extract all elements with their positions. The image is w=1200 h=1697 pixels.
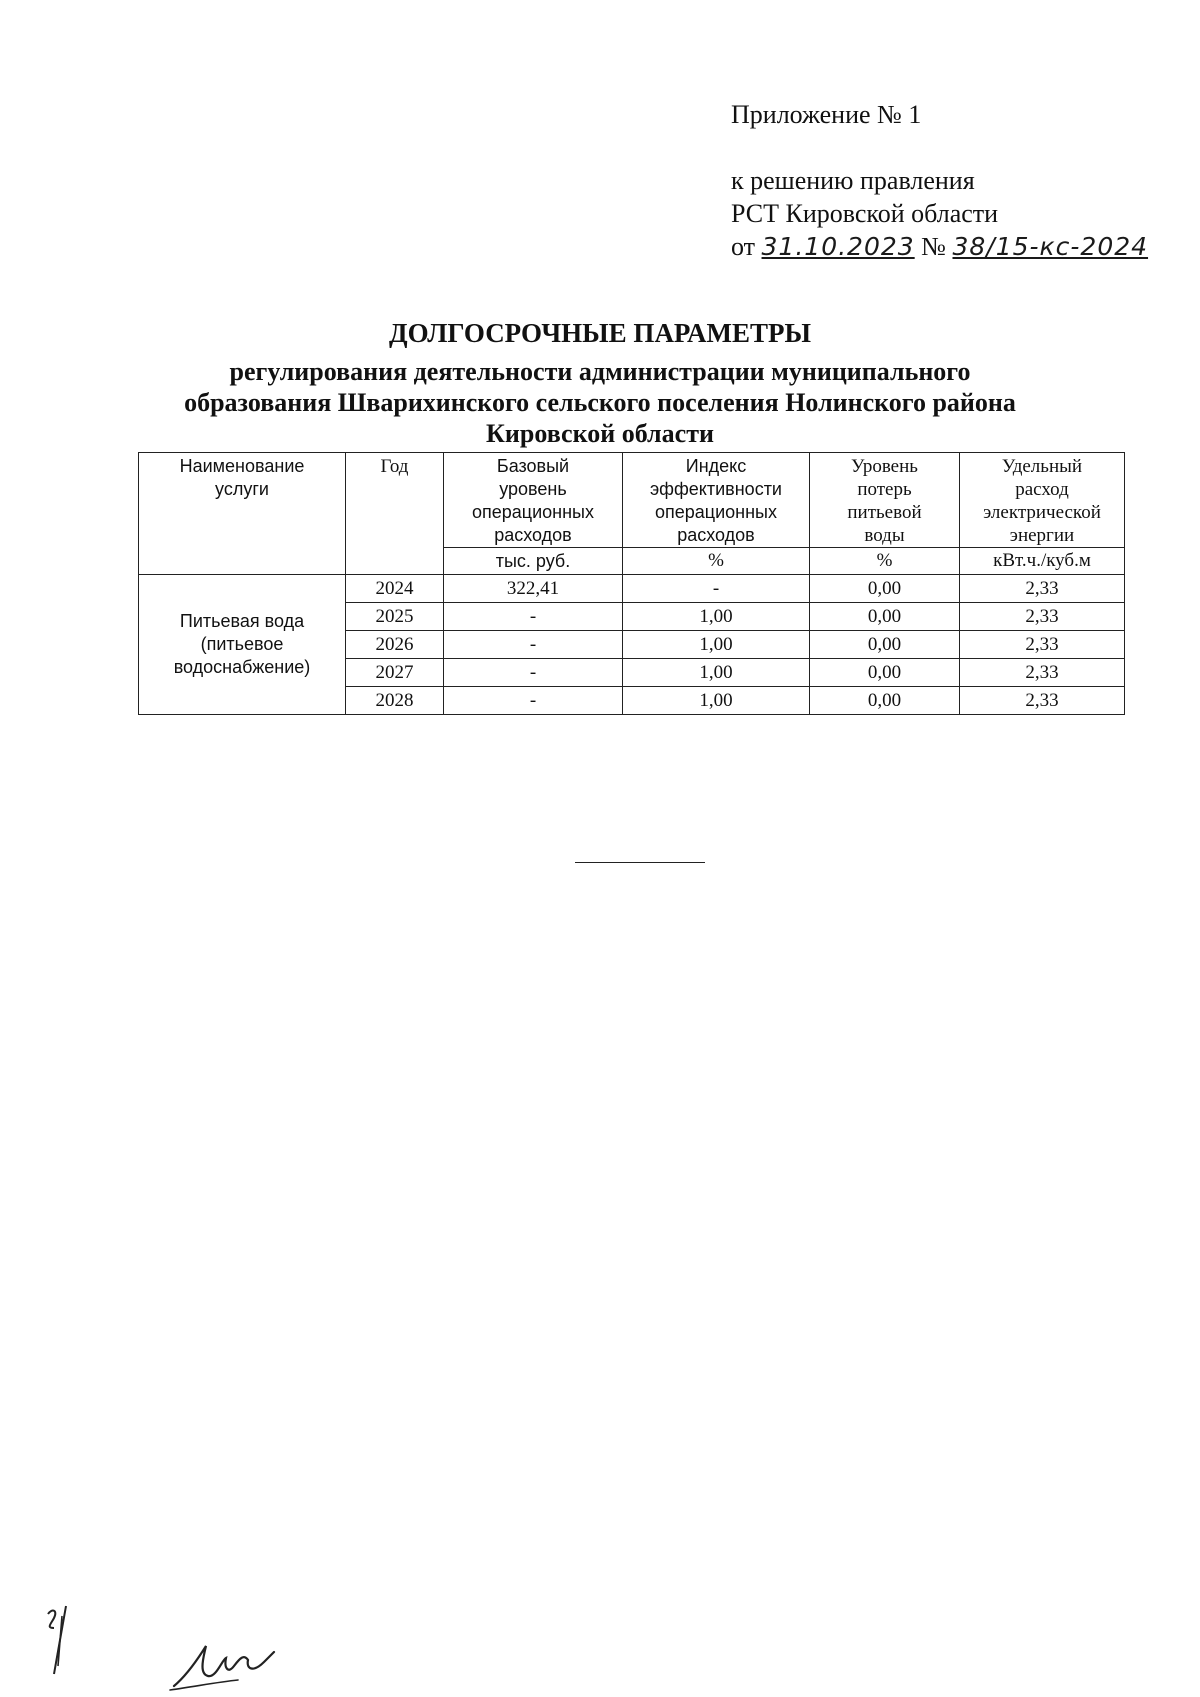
cell-base-opex: 322,41: [444, 575, 623, 603]
subtitle-line-2: образования Шварихинского сельского поселения Нолинского района: [184, 388, 1016, 417]
cell-energy-rate: 2,33: [960, 603, 1125, 631]
cell-base-opex: -: [444, 659, 623, 687]
unit-base-opex: тыс. руб.: [444, 548, 623, 575]
cell-energy-rate: 2,33: [960, 659, 1125, 687]
header-base-opex: Базовый уровень операционных расходов: [444, 453, 623, 548]
appendix-line-authority: РСТ Кировской области: [731, 199, 999, 228]
unit-efficiency-index: %: [623, 548, 810, 575]
unit-water-loss: %: [810, 548, 960, 575]
appendix-label: Приложение № 1: [731, 100, 922, 129]
cell-water-loss: 0,00: [810, 659, 960, 687]
handwritten-signature-icon: [168, 1636, 288, 1696]
cell-efficiency-index: -: [623, 575, 810, 603]
handwritten-number: 38/15-кс-2024: [952, 232, 1149, 261]
cell-year: 2028: [346, 687, 444, 715]
cell-energy-rate: 2,33: [960, 575, 1125, 603]
number-prefix: №: [921, 232, 946, 261]
cell-year: 2025: [346, 603, 444, 631]
document-title: ДОЛГОСРОЧНЫЕ ПАРАМЕТРЫ: [389, 318, 811, 348]
header-energy-rate: Удельный расход электрической энергии: [960, 453, 1125, 548]
service-name: Питьевая вода (питьевое водоснабжение): [139, 575, 346, 715]
cell-efficiency-index: 1,00: [623, 631, 810, 659]
cell-year: 2027: [346, 659, 444, 687]
document-subtitle: [0, 356, 1200, 449]
initials-signature-icon: [40, 1600, 80, 1680]
cell-energy-rate: 2,33: [960, 687, 1125, 715]
appendix-line-decision: к решению правления: [731, 166, 975, 195]
date-prefix: от: [731, 232, 756, 261]
cell-year: 2026: [346, 631, 444, 659]
table-header-row: [139, 453, 1125, 548]
table-row: [139, 575, 1125, 603]
header-efficiency-index: Индекс эффективности операционных расходов: [623, 453, 810, 548]
appendix-block: [731, 98, 1148, 263]
subtitle-line-1: регулирования деятельности администрации муниципального: [229, 357, 971, 386]
unit-energy-rate: кВт.ч./куб.м: [960, 548, 1125, 575]
cell-water-loss: 0,00: [810, 603, 960, 631]
end-divider-line: [575, 862, 705, 863]
cell-water-loss: 0,00: [810, 631, 960, 659]
cell-water-loss: 0,00: [810, 687, 960, 715]
cell-year: 2024: [346, 575, 444, 603]
header-water-loss: Уровень потерь питьевой воды: [810, 453, 960, 548]
parameters-table: [138, 452, 1125, 715]
handwritten-date: 31.10.2023: [761, 232, 915, 261]
cell-energy-rate: 2,33: [960, 631, 1125, 659]
cell-base-opex: -: [444, 603, 623, 631]
header-service: Наименование услуги: [139, 453, 346, 575]
cell-water-loss: 0,00: [810, 575, 960, 603]
cell-base-opex: -: [444, 631, 623, 659]
cell-efficiency-index: 1,00: [623, 687, 810, 715]
subtitle-line-3: Кировской области: [486, 419, 714, 448]
header-year: Год: [346, 453, 444, 575]
cell-efficiency-index: 1,00: [623, 603, 810, 631]
cell-base-opex: -: [444, 687, 623, 715]
appendix-date-line: [731, 230, 1148, 263]
cell-efficiency-index: 1,00: [623, 659, 810, 687]
